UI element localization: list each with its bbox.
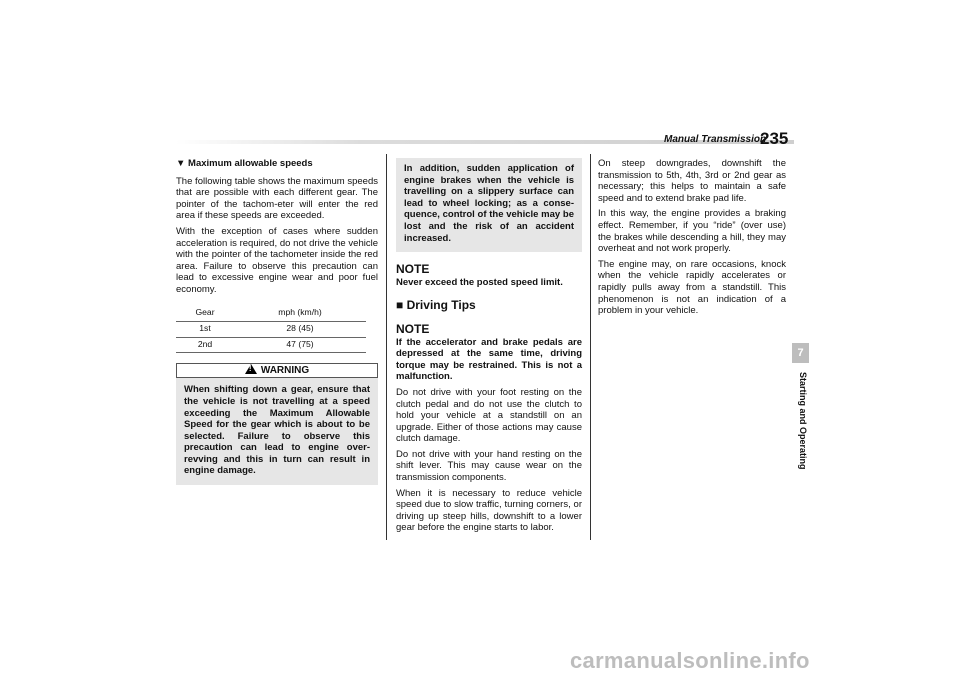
table-cell: 28 (45) [234, 322, 366, 338]
page-number: 235 [760, 129, 789, 148]
warning-text: When shifting down a gear, ensure that the vehicle is not travelling at a speed exceeding the Maximum Allowable Speed for the gear which is about to be selected. Failure to observe this precaution can lead to engine over-revving and this in turn can result in engine damage. [184, 384, 370, 477]
middle-column [396, 158, 582, 538]
watermark: carmanualsonline.info [570, 648, 810, 673]
paragraph: The following table shows the maximum speeds that are possible with each different gear. The pointer of the tachom-eter will enter the red area if these speeds are exceeded. [176, 175, 378, 222]
paragraph: The engine may, on rare occasions, knock when the vehicle rapidly accelerates or rapidly pulls away from a standstill. This phenomenon is not an indication of a problem in your vehicle. [598, 258, 786, 317]
table-cell: 2nd [176, 337, 234, 353]
paragraph: In this way, the engine provides a braking effect. Remember, if you “ride” (over use) the brakes while descending a hill, they may overheat and not work properly. [598, 208, 786, 255]
note-text: Never exceed the posted speed limit. [396, 276, 563, 288]
speed-table [176, 306, 366, 354]
section-heading [176, 158, 378, 170]
table-header-cell: Gear [176, 306, 234, 322]
paragraph: Do not drive with your foot resting on the clutch pedal and do not use the clutch to hold your vehicle at a standstill on an upgrade. Either of those actions may cause clutch damage. [396, 386, 582, 445]
note-text: If the accelerator and brake pedals are depressed at the same time, driving torque may be restrained. This is not a malfunction. [396, 336, 582, 383]
warning-title-bar [176, 363, 378, 378]
right-column [598, 158, 786, 321]
table-cell: 1st [176, 322, 234, 338]
chapter-tab: 7 [792, 343, 809, 363]
table-row [176, 337, 366, 353]
paragraph: On steep downgrades, downshift the transmission to 5th, 4th, 3rd or 2nd gear as necessary; this helps to maintain a safe speed and to extend brake pad life. [598, 158, 786, 204]
table-row [176, 322, 366, 338]
paragraph: Do not drive with your hand resting on the shift lever. This may cause wear on the transmission components. [396, 448, 582, 484]
section-heading-text: Maximum allowable speeds [188, 158, 313, 169]
table-header-row [176, 306, 366, 322]
chapter-title: Starting and Operating [798, 372, 808, 470]
note-label: NOTE [396, 321, 430, 336]
note-label: NOTE [396, 262, 430, 277]
triangle-marker-icon: ▼ [176, 158, 186, 169]
table-header-cell: mph (km/h) [234, 306, 366, 322]
left-column [176, 158, 378, 485]
subsection-heading-text: Driving Tips [406, 298, 476, 313]
paragraph: With the exception of cases where sudden acceleration is required, do not drive the vehicle with the pointer of the tachometer inside the red area. Failure to observe this precaution can lead to excessive engine wear and poor fuel economy. [176, 225, 378, 295]
column-separator-2 [590, 154, 591, 540]
warning-box [176, 363, 378, 485]
column-separator-1 [386, 154, 387, 540]
square-marker-icon: ■ [396, 298, 404, 313]
running-header-title: Manual Transmission [664, 134, 767, 145]
warning-continuation-box: In addition, sudden application of engine brakes when the vehicle is travelling on a slippery surface can lead to wheel locking; as a conse-quence, control of the vehicle may be lost and the risk of an accident increased. [396, 158, 582, 252]
warning-triangle-icon [245, 364, 257, 374]
table-cell: 47 (75) [234, 337, 366, 353]
paragraph: When it is necessary to reduce vehicle speed due to slow traffic, turning corners, or driving up steep hills, downshift to a lower gear before the engine starts to labor. [396, 487, 582, 534]
subsection-heading [396, 300, 582, 312]
warning-title: WARNING [260, 365, 310, 377]
